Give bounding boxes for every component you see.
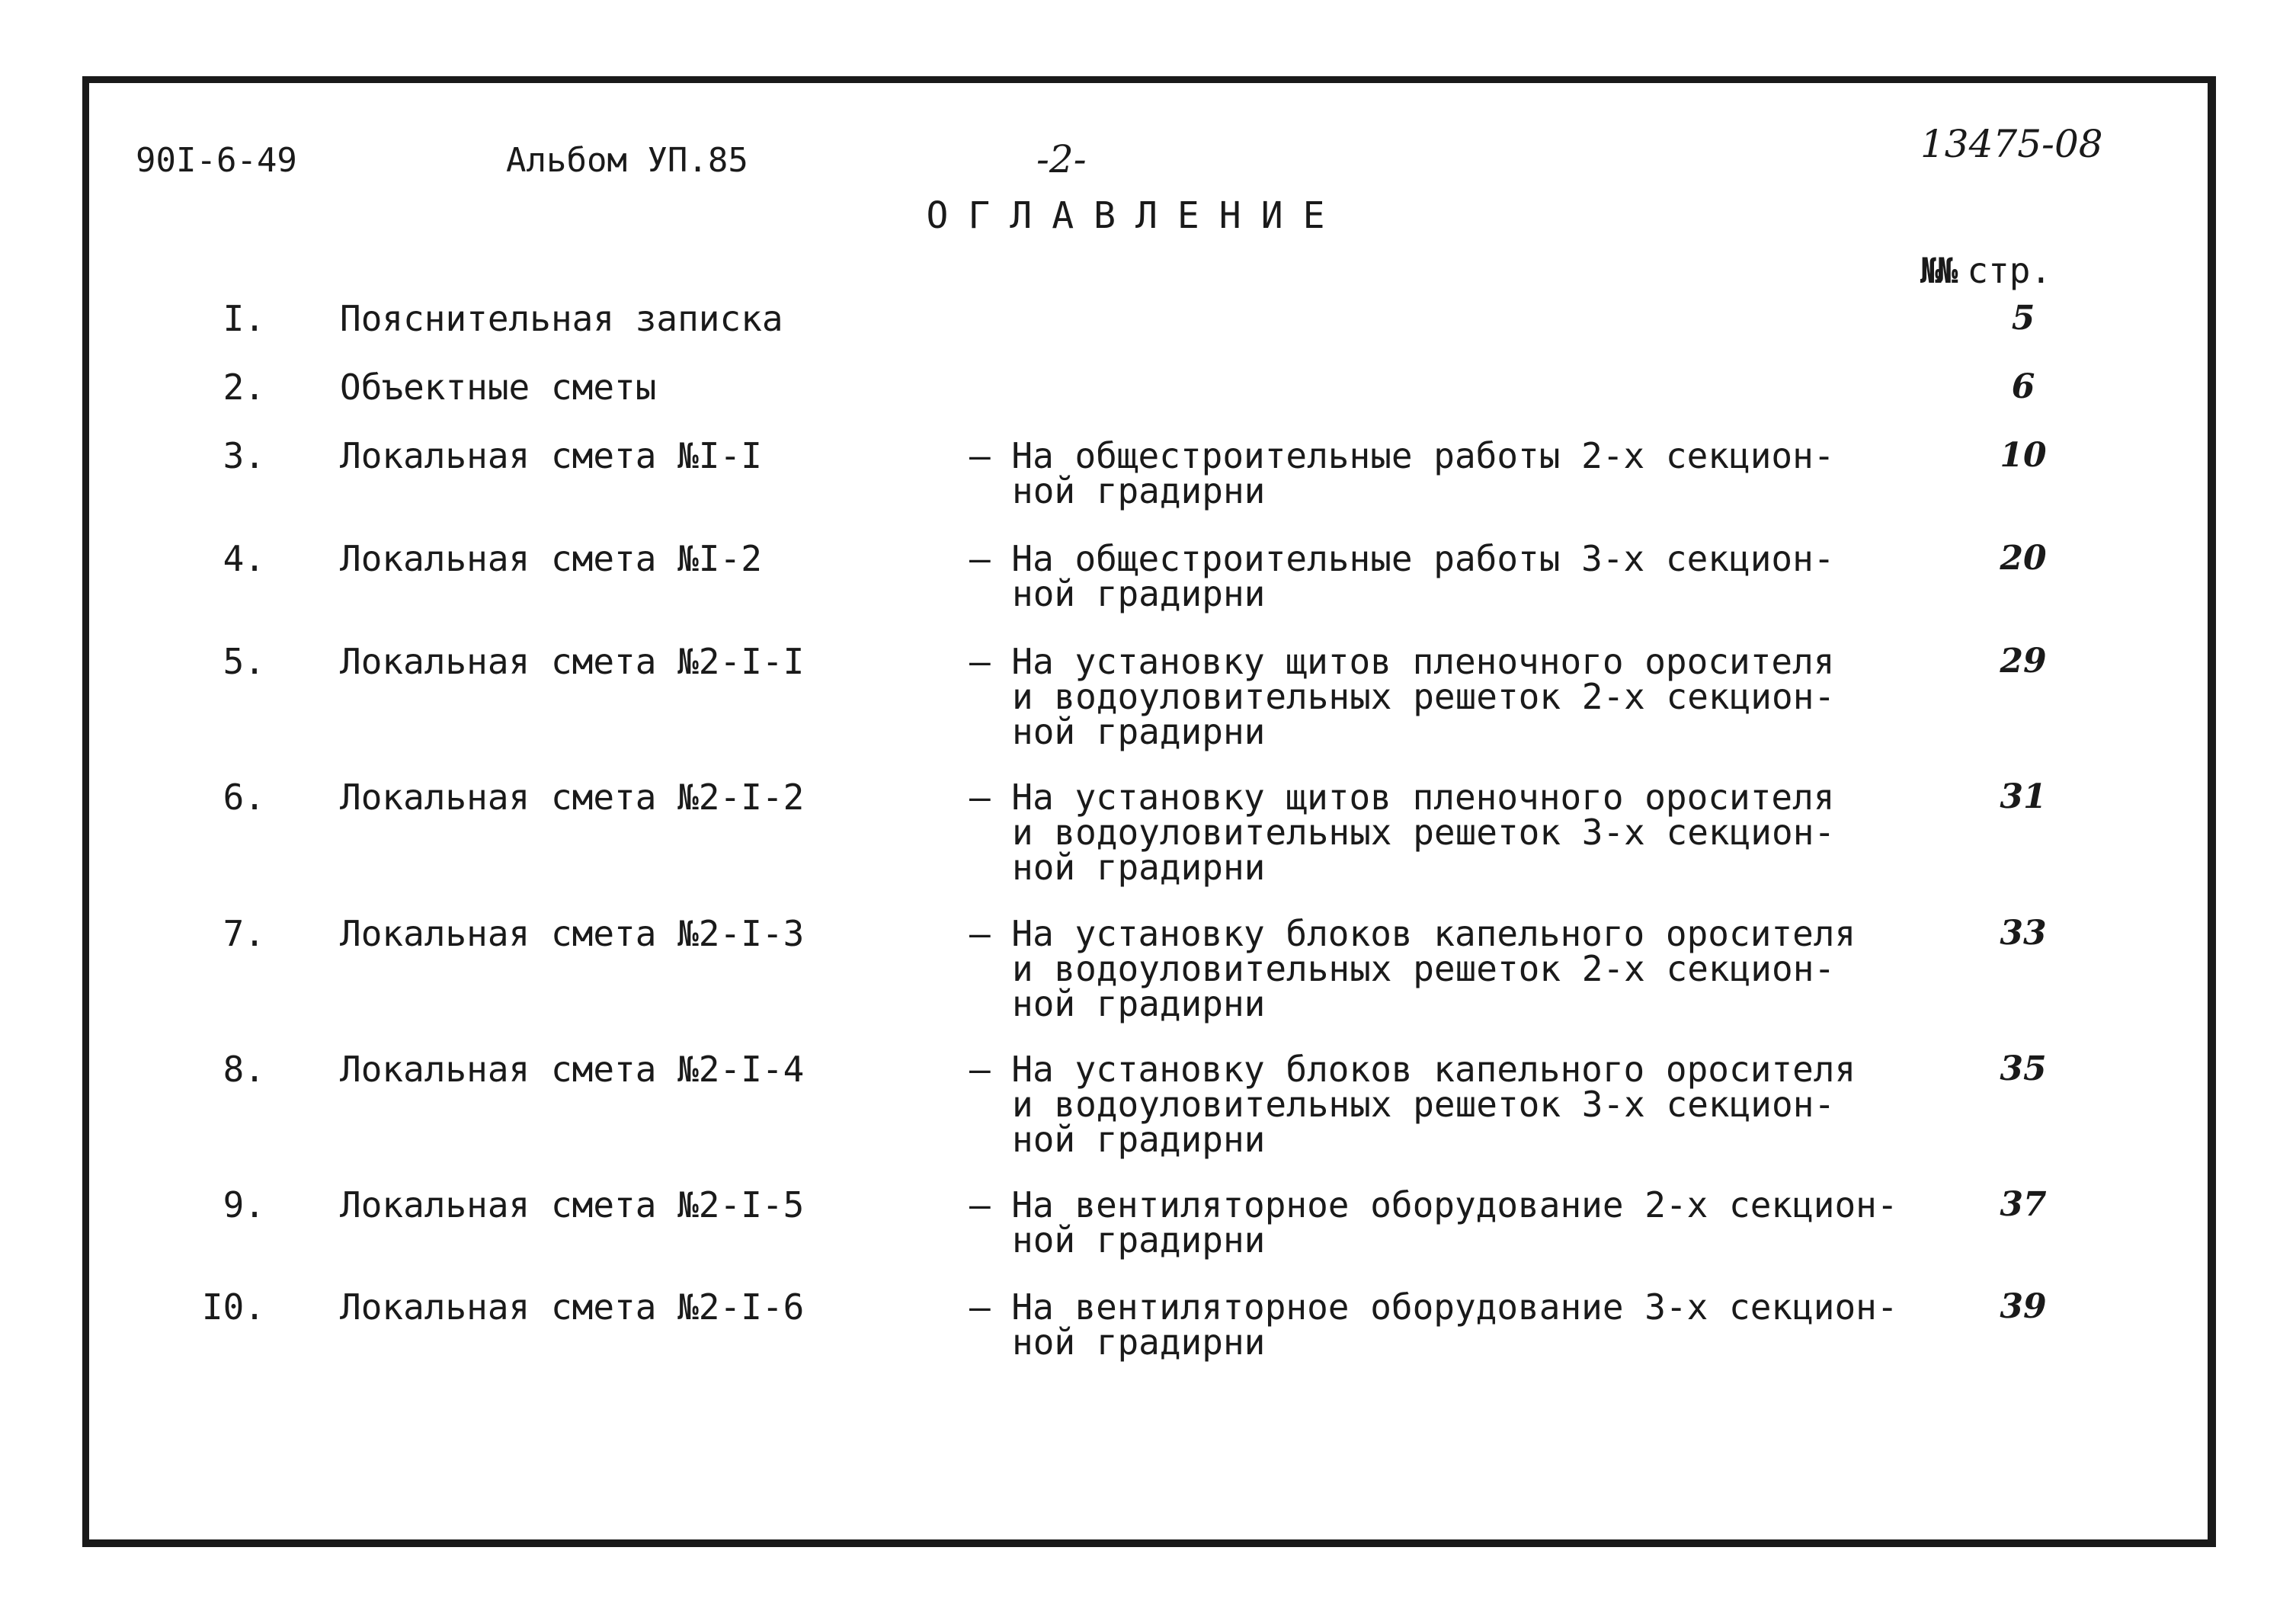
toc-entry-number: I.	[223, 298, 265, 339]
toc-entry-title: Объектные сметы	[340, 367, 657, 408]
page-column-mark: №№	[1920, 250, 1954, 291]
toc-entry-page: 39	[2000, 1287, 2047, 1326]
toc-entry-description-line: ной градирни	[1012, 573, 1266, 614]
toc-entry-description	[969, 777, 1922, 888]
toc-entry-title: Локальная смета №2-I-5	[340, 1184, 805, 1225]
toc-entry-description-line: – На установку блоков капельного оросителя	[969, 1049, 1856, 1090]
toc-entry-number: 9.	[223, 1184, 265, 1225]
toc-entry-description-line: ной градирни	[1012, 470, 1266, 511]
toc-entry-description	[969, 1184, 1922, 1261]
toc-entry-description-line: – На вентиляторное оборудование 2-х секцион-	[969, 1184, 1898, 1225]
toc-entry-description-line: – На общестроительные работы 2-х секцион-	[969, 435, 1835, 476]
toc-entry-page: 33	[2000, 914, 2047, 953]
toc-entry-title: Локальная смета №2-I-2	[340, 777, 805, 818]
archive-stamp: 13475-08	[1920, 122, 2103, 166]
album-label: Альбом УП.85	[506, 141, 748, 180]
toc-entry-title: Локальная смета №2-I-6	[340, 1286, 805, 1328]
toc-entry-title: Локальная смета №I-I	[340, 435, 762, 476]
toc-entry-page: 10	[2000, 436, 2047, 475]
toc-entry-description-line: – На установку щитов пленочного оросителя	[969, 641, 1835, 682]
toc-entry-title: Локальная смета №2-I-I	[340, 641, 805, 682]
toc-entry-number: 2.	[223, 367, 265, 408]
toc-entry-description-line: ной градирни	[1012, 1219, 1266, 1261]
toc-entry-description-line: и водоуловительных решеток 2-х секцион-	[1012, 948, 1836, 989]
toc-entry-description-line: ной градирни	[1012, 847, 1266, 888]
toc-entry-description	[969, 641, 1922, 752]
toc-entry-description-line: – На вентиляторное оборудование 3-х секцион-	[969, 1286, 1898, 1328]
toc-entry-number: 8.	[223, 1049, 265, 1090]
toc-entry-page: 35	[2000, 1049, 2047, 1088]
toc-entry-description	[969, 1286, 1922, 1363]
toc-entry-number: 6.	[223, 777, 265, 818]
toc-entry-title: Локальная смета №2-I-4	[340, 1049, 805, 1090]
toc-entry-page: 5	[2011, 299, 2035, 338]
toc-entry-description-line: и водоуловительных решеток 3-х секцион-	[1012, 1084, 1836, 1125]
document-code: 90I-6-49	[136, 141, 297, 180]
toc-entry-number: 5.	[223, 641, 265, 682]
toc-entry-description	[969, 538, 1922, 614]
toc-entry-description-line: и водоуловительных решеток 3-х секцион-	[1012, 812, 1836, 853]
toc-entry-description	[969, 1049, 1922, 1160]
toc-title: ОГЛАВЛЕНИЕ	[926, 194, 1345, 237]
toc-entry-number: 7.	[223, 913, 265, 954]
toc-entry-description-line: ной градирни	[1012, 1321, 1266, 1363]
toc-entry-description-line: – На общестроительные работы 3-х секцион-	[969, 538, 1835, 579]
toc-entry-number: I0.	[201, 1286, 265, 1328]
toc-entry-description-line: ной градирни	[1012, 983, 1266, 1024]
toc-entry-page: 6	[2011, 367, 2035, 406]
toc-entry-description	[969, 913, 1922, 1024]
page-column-header	[1920, 250, 2051, 291]
toc-entry-title: Локальная смета №I-2	[340, 538, 762, 579]
toc-entry-number: 3.	[223, 435, 265, 476]
toc-entry-description-line: ной градирни	[1012, 711, 1266, 752]
toc-entry-description-line: и водоуловительных решеток 2-х секцион-	[1012, 676, 1836, 717]
page-number: -2-	[1036, 137, 1087, 181]
toc-entry-page: 20	[2000, 539, 2047, 578]
toc-entry-number: 4.	[223, 538, 265, 579]
page-column-label: стр.	[1967, 250, 2052, 291]
toc-entry-title: Локальная смета №2-I-3	[340, 913, 805, 954]
toc-entry-title: Пояснительная записка	[340, 298, 783, 339]
toc-entry-description-line: – На установку блоков капельного оросителя	[969, 913, 1856, 954]
toc-entry-description	[969, 435, 1922, 511]
toc-entry-page: 37	[2000, 1185, 2047, 1224]
toc-entry-page: 31	[2000, 777, 2047, 816]
toc-entry-description-line: – На установку щитов пленочного оросителя	[969, 777, 1835, 818]
toc-entry-page: 29	[2000, 642, 2047, 681]
toc-entry-description-line: ной градирни	[1012, 1119, 1266, 1160]
